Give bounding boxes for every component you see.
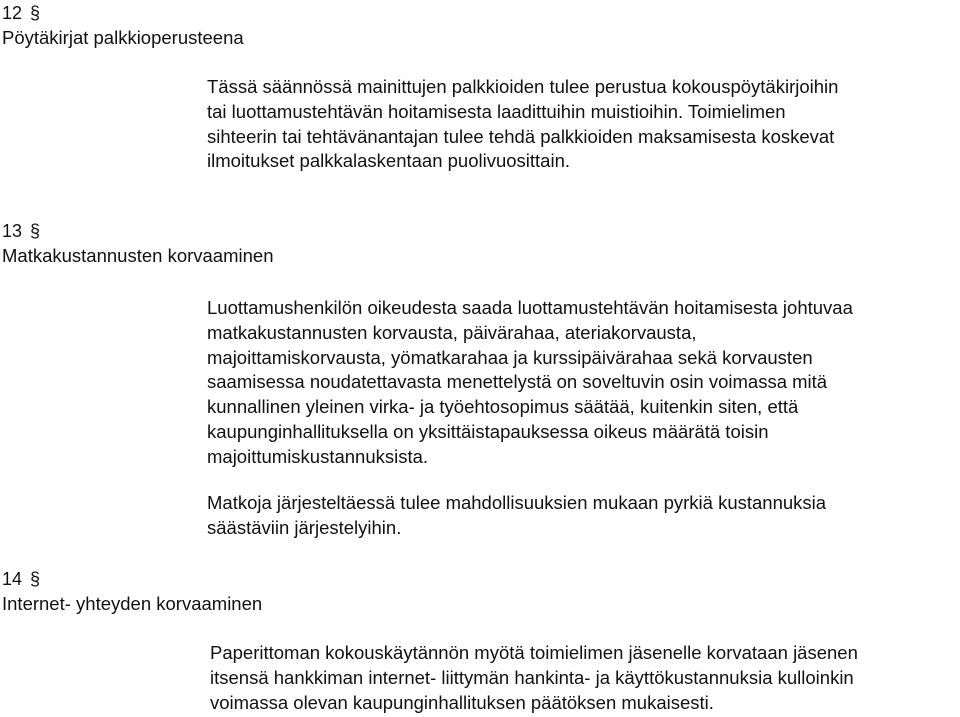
section-number: 12: [2, 3, 23, 23]
paragraph-line: ilmoitukset palkkalaskentaan puolivuosittain.: [207, 150, 571, 172]
paragraph-line: Tässä säännössä mainittujen palkkioiden tulee perustua kokouspöytäkirjoihin: [207, 76, 839, 97]
paragraph-line: voimassa olevan kaupunginhallituksen päätöksen mukaisesti.: [210, 691, 714, 713]
paragraph-line: kunnallinen yleinen virka- ja työehtosopimus säätää, kuitenkin siten, että: [207, 396, 799, 418]
section-13-paragraph-1: [207, 296, 853, 470]
paragraph-line: saamisessa noudatettavasta menettelystä on soveltuvin osin voimassa mitä: [207, 371, 828, 393]
paragraph-line: kaupunginhallituksella on yksittäistapauksessa oikeus määrätä toisin: [207, 420, 769, 442]
section-symbol: §: [30, 3, 41, 23]
paragraph-line: tai luottamustehtävän hoitamisesta laadittuihin muistioihin. Toimielimen: [207, 100, 786, 122]
paragraph-line: sihteerin tai tehtävänantajan tulee tehdä palkkioiden maksamisesta koskevat: [207, 125, 835, 147]
section-12-number: [2, 2, 40, 24]
section-14-number: [2, 568, 40, 590]
section-13-paragraph-2: [207, 491, 826, 541]
section-14-title: Internet- yhteyden korvaaminen: [2, 593, 263, 614]
paragraph-line: majoittamiskorvausta, yömatkarahaa ja kurssipäivärahaa sekä korvausten: [207, 346, 813, 368]
section-13-title: Matkakustannusten korvaaminen: [2, 245, 274, 266]
paragraph-line: Luottamushenkilön oikeudesta saada luottamustehtävän hoitamisesta johtuvaa: [207, 297, 853, 318]
section-number: 14: [2, 569, 23, 589]
section-14-paragraph-1: [210, 641, 858, 715]
section-number: 13: [2, 221, 23, 241]
section-symbol: §: [30, 569, 41, 589]
paragraph-line: Paperittoman kokouskäytännön myötä toimielimen jäsenelle korvataan jäsenen: [210, 642, 858, 663]
section-13-number: [2, 220, 40, 242]
paragraph-line: Matkoja järjesteltäessä tulee mahdollisuuksien mukaan pyrkiä kustannuksia: [207, 492, 827, 513]
section-12-paragraph-1: [207, 75, 838, 174]
section-12-title: Pöytäkirjat palkkioperusteena: [2, 27, 244, 48]
paragraph-line: matkakustannusten korvausta, päivärahaa, ateriakorvausta,: [207, 321, 697, 343]
paragraph-line: itsensä hankkiman internet- liittymän hankinta- ja käyttökustannuksia kulloinkin: [210, 666, 854, 688]
paragraph-line: majoittumiskustannuksista.: [207, 445, 429, 467]
paragraph-line: säästäviin järjestelyihin.: [207, 516, 402, 538]
section-symbol: §: [30, 221, 41, 241]
